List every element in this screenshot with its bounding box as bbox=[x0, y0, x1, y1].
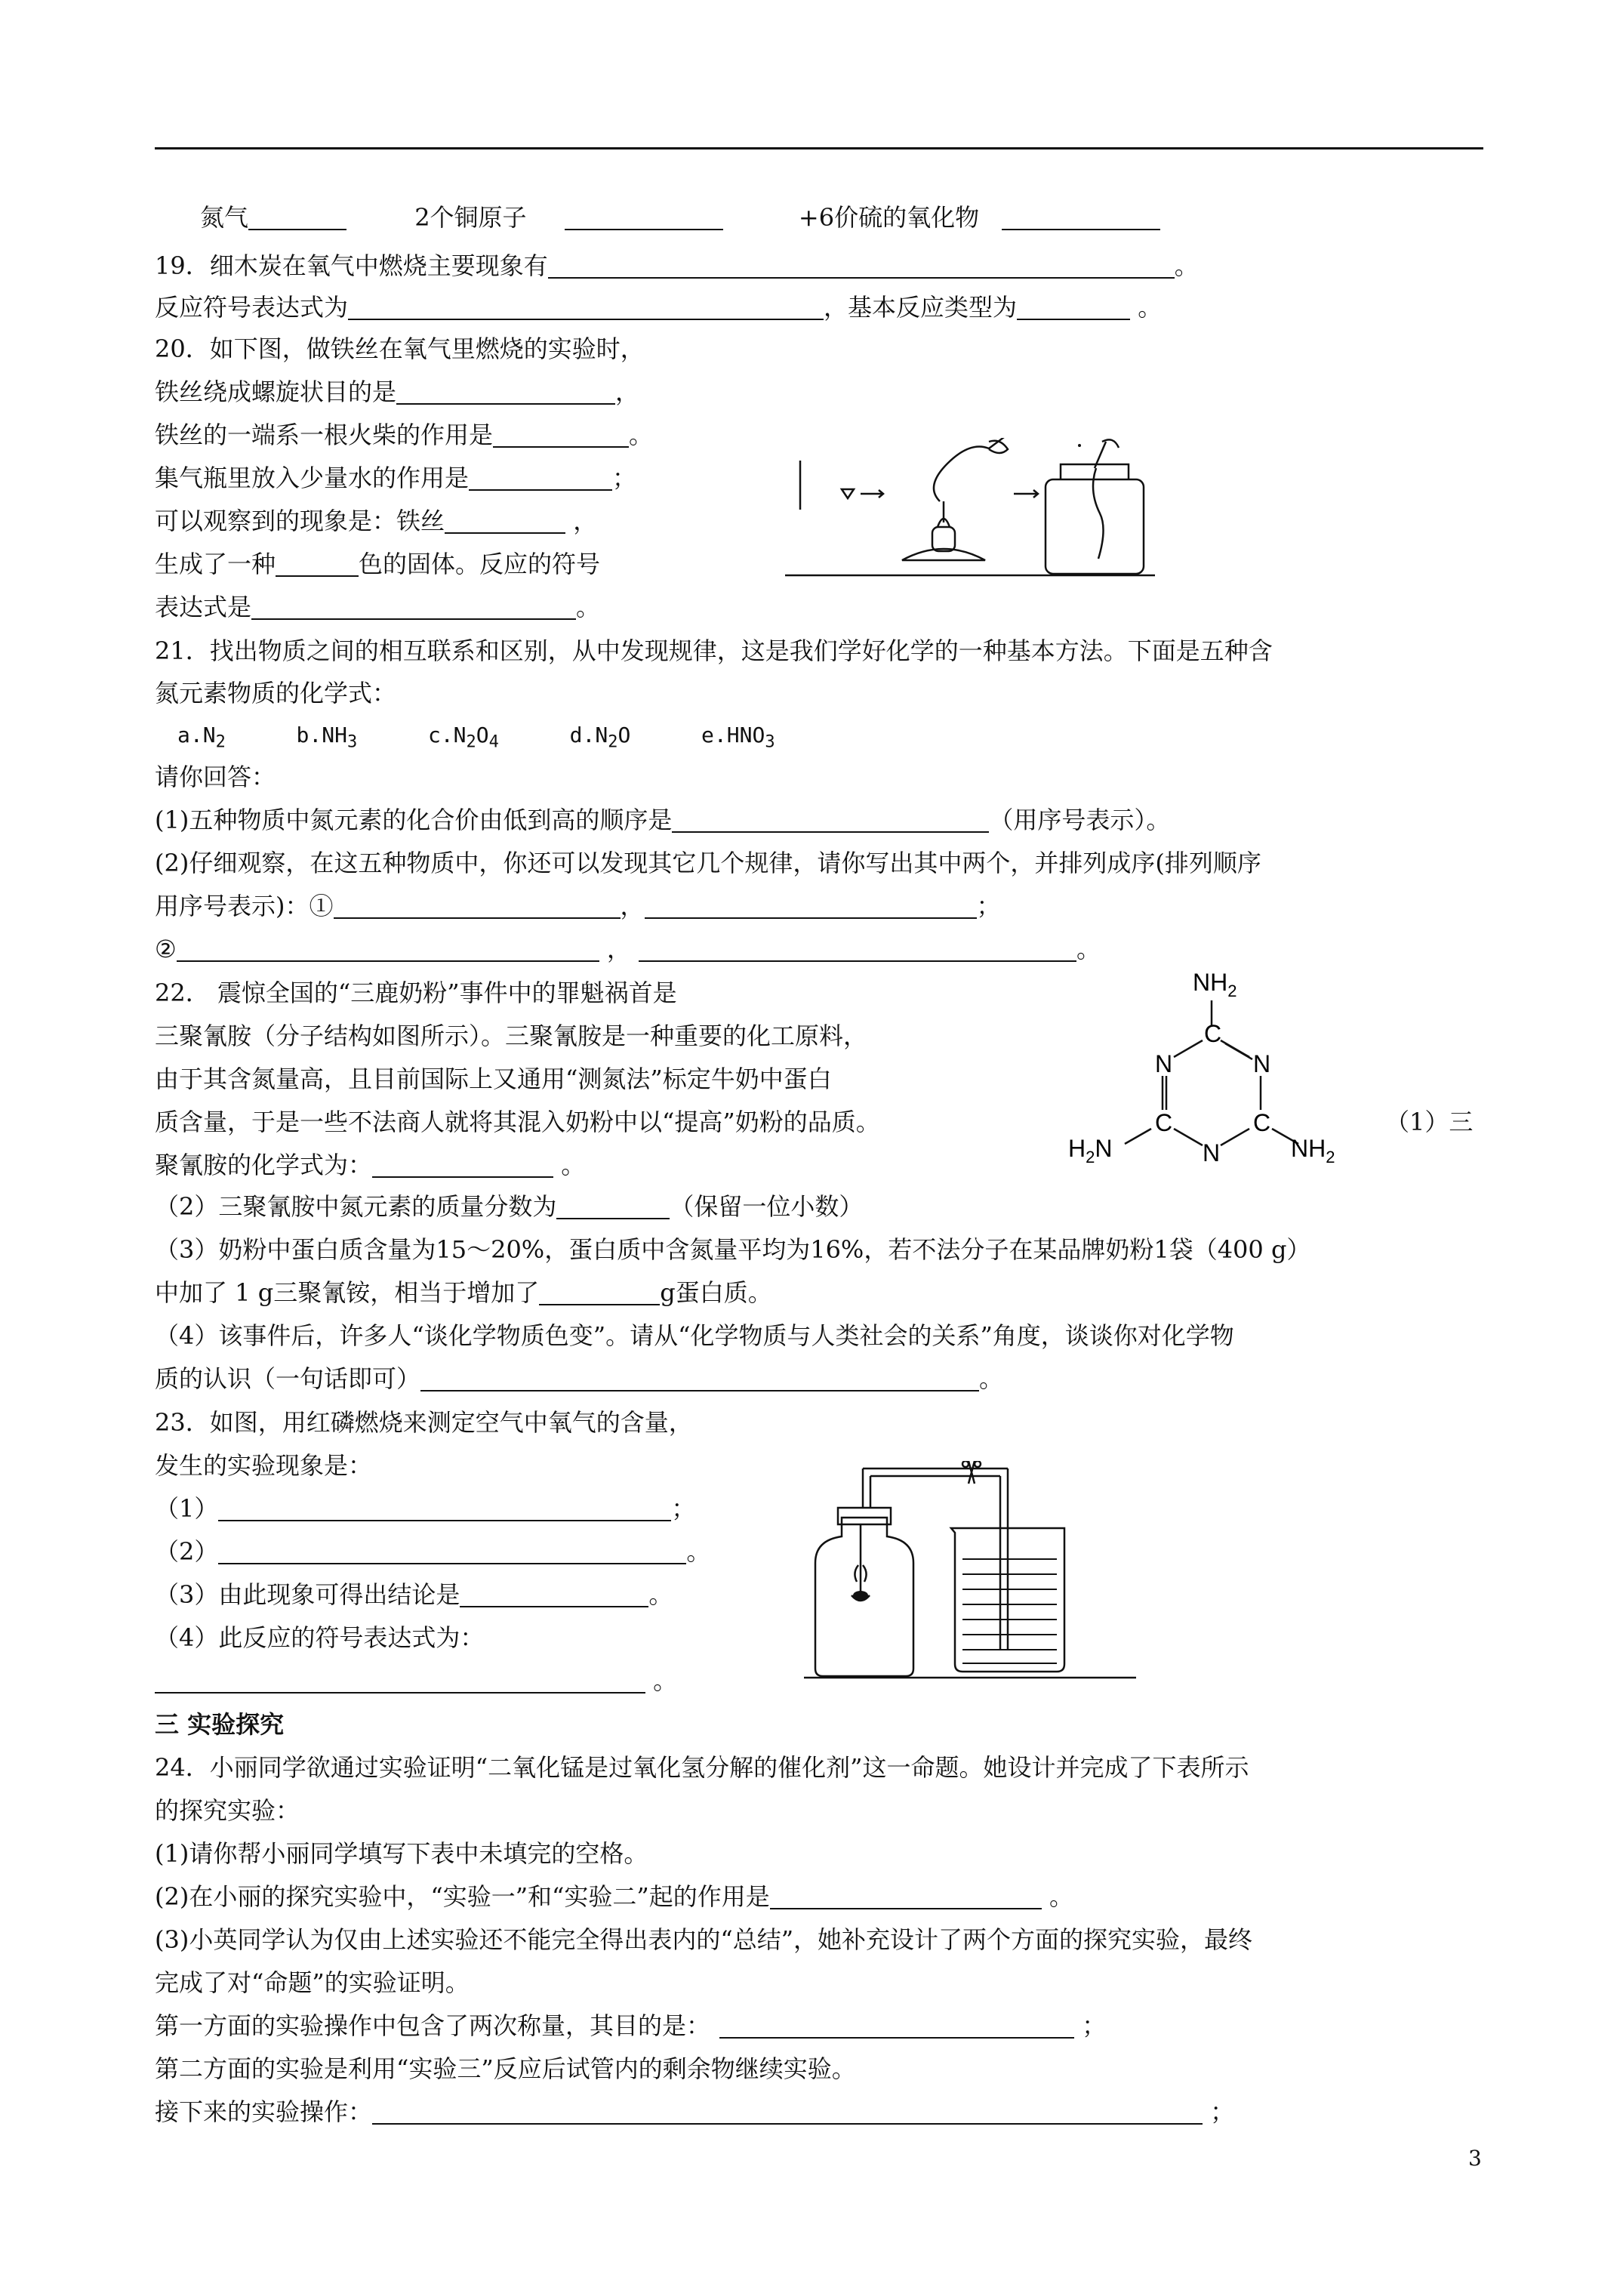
answer-blank[interactable] bbox=[1002, 203, 1160, 230]
q24-line8 bbox=[155, 2052, 856, 2085]
answer-blank[interactable] bbox=[372, 1151, 553, 1178]
text: 中加了 1 g三聚氰铵，相当于增加了 bbox=[155, 1278, 540, 1307]
answer-blank[interactable] bbox=[493, 421, 629, 448]
melamine-structure-figure bbox=[1068, 959, 1355, 1178]
question-text: 20．如下图，做铁丝在氧气里燃烧的实验时， bbox=[155, 334, 645, 363]
text: （用序号表示）。 bbox=[989, 806, 1171, 834]
q22-line4 bbox=[155, 1105, 880, 1139]
text: （保留一位小数） bbox=[670, 1192, 864, 1221]
punct: 。 bbox=[561, 1151, 586, 1179]
q23-line5 bbox=[155, 1578, 673, 1611]
punct: ， bbox=[615, 378, 640, 406]
formula-c: $c.N_2O_4$ bbox=[427, 723, 499, 752]
text: 接下来的实验操作： bbox=[155, 2097, 373, 2126]
text: (3)小英同学认为仅由上述实验还不能完全得出表内的“总结”，她补充设计了两个方面的探究实验，最终 bbox=[155, 1925, 1253, 1954]
q22-line9 bbox=[155, 1319, 1234, 1352]
text: 质的认识（一句话即可） bbox=[155, 1364, 421, 1393]
text: 铁丝绕成螺旋状目的是 bbox=[155, 378, 397, 406]
text: 2个铜原子 bbox=[414, 203, 527, 232]
label-c-right: C bbox=[1253, 1109, 1271, 1136]
text: 请你回答： bbox=[155, 763, 276, 791]
q21-formulas bbox=[177, 719, 775, 760]
punct: 。 bbox=[1076, 935, 1101, 963]
answer-blank[interactable] bbox=[556, 1192, 670, 1219]
text: ② bbox=[155, 935, 177, 963]
answer-blank[interactable] bbox=[334, 892, 621, 919]
answer-blank[interactable] bbox=[177, 935, 599, 962]
question-text: 23．如图，用红磷燃烧来测定空气中氧气的含量， bbox=[155, 1408, 693, 1437]
answer-blank[interactable] bbox=[539, 1278, 660, 1305]
text: （4）该事件后，许多人“谈化学物质色变”。请从“化学物质与人类社会的关系”角度，谈谈你对化学物 bbox=[155, 1321, 1234, 1350]
text: （3）奶粉中蛋白质含量为15～20%，蛋白质中含氮量平均为16%，若不法分子在某品牌奶粉1袋（400 g） bbox=[155, 1235, 1311, 1264]
text: （1）三 bbox=[1385, 1108, 1474, 1136]
text: g蛋白质。 bbox=[660, 1278, 772, 1307]
q18-line bbox=[200, 201, 1160, 234]
q22-line7 bbox=[155, 1233, 1310, 1266]
q20-line6 bbox=[155, 547, 600, 581]
punct: ， bbox=[606, 935, 631, 963]
q24-line5 bbox=[155, 1923, 1252, 1956]
answer-blank[interactable] bbox=[672, 806, 989, 833]
punct: ； bbox=[671, 1494, 696, 1523]
answer-blank[interactable] bbox=[548, 251, 1175, 279]
text: 由于其含氮量高，且目前国际上又通用“测氮法”标定牛奶中蛋白 bbox=[155, 1065, 832, 1093]
text: 三聚氰胺（分子结构如图所示）。三聚氰胺是一种重要的化工原料， bbox=[155, 1022, 868, 1050]
answer-blank[interactable] bbox=[469, 464, 612, 491]
q21-line6 bbox=[155, 889, 1001, 923]
text: 第二方面的实验是利用“实验三”反应后试管内的剩余物继续实验。 bbox=[155, 2054, 856, 2083]
text: ，基本反应类型为 bbox=[824, 293, 1018, 322]
q24-line6 bbox=[155, 1966, 470, 1999]
answer-blank[interactable] bbox=[348, 293, 824, 320]
q24-line9 bbox=[155, 2095, 1234, 2128]
answer-blank[interactable] bbox=[276, 550, 359, 577]
formula-b: $b.NH_3$ bbox=[296, 723, 358, 752]
q21-line1 bbox=[155, 634, 1273, 667]
question-text: 19．细木炭在氧气中燃烧主要现象有 bbox=[155, 251, 548, 280]
text: 第一方面的实验操作中包含了两次称量，其目的是： bbox=[155, 2011, 711, 2040]
text: (1)五种物质中氮元素的化合价由低到高的顺序是 bbox=[155, 806, 673, 834]
punct: ， bbox=[573, 507, 598, 535]
punct: ； bbox=[976, 892, 1001, 920]
answer-blank[interactable] bbox=[251, 593, 576, 620]
iron-wire-burning-figure bbox=[785, 438, 1155, 581]
answer-blank[interactable] bbox=[372, 2097, 1203, 2125]
punct: 。 bbox=[1138, 293, 1163, 322]
text: +6价硫的氧化物 bbox=[798, 203, 980, 232]
q23-line2 bbox=[155, 1449, 372, 1482]
text: 反应符号表达式为 bbox=[155, 293, 349, 322]
formula-a: $a.N_2$ bbox=[177, 723, 226, 752]
question-text: 22． 震惊全国的“三鹿奶粉”事件中的罪魁祸首是 bbox=[155, 978, 677, 1007]
formula-d: $d.N_2O$ bbox=[569, 723, 631, 752]
punct: ； bbox=[1210, 2097, 1235, 2126]
question-text: 24．小丽同学欲通过实验证明“二氧化锰是过氧化氢分解的催化剂”这一命题。她设计并完成了下表所示 bbox=[155, 1753, 1249, 1782]
q20-line5 bbox=[155, 504, 597, 538]
q19-line1 bbox=[155, 249, 1199, 282]
punct: 。 bbox=[1049, 1882, 1073, 1911]
q20-line1 bbox=[155, 332, 645, 365]
answer-blank[interactable] bbox=[719, 2011, 1074, 2039]
text: (2)在小丽的探究实验中，“实验一”和“实验二”起的作用是 bbox=[155, 1882, 770, 1911]
answer-blank[interactable] bbox=[460, 1580, 648, 1607]
answer-blank[interactable] bbox=[420, 1364, 979, 1391]
punct: 。 bbox=[653, 1666, 678, 1695]
q24-line2 bbox=[155, 1794, 300, 1827]
q22-line4-right bbox=[1385, 1105, 1473, 1139]
q22-line10 bbox=[155, 1362, 1003, 1395]
label-c-top: C bbox=[1204, 1020, 1222, 1047]
q22-line3 bbox=[155, 1062, 832, 1096]
text: (1)请你帮小丽同学填写下表中未填完的空格。 bbox=[155, 1839, 648, 1868]
punct: 。 bbox=[629, 421, 654, 449]
text: （4）此反应的符号表达式为： bbox=[155, 1623, 485, 1652]
text: （2） bbox=[155, 1537, 219, 1566]
text: 表达式是 bbox=[155, 593, 252, 621]
formula-e: $e.HNO_3$ bbox=[701, 723, 775, 752]
text: （3）由此现象可得出结论是 bbox=[155, 1580, 460, 1609]
answer-blank[interactable] bbox=[445, 507, 565, 534]
q22-line1 bbox=[155, 976, 677, 1009]
text: 铁丝的一端系一根火柴的作用是 bbox=[155, 421, 494, 449]
text: 氮元素物质的化学式： bbox=[155, 679, 397, 707]
punct: 。 bbox=[686, 1537, 711, 1566]
label-nh2-top: $NH_2$ bbox=[1193, 969, 1237, 1000]
q22-line2 bbox=[155, 1019, 867, 1052]
answer-blank[interactable] bbox=[218, 1494, 671, 1521]
red-phosphorus-apparatus-figure bbox=[804, 1461, 1136, 1687]
q21-line2 bbox=[155, 676, 396, 710]
q23-line4 bbox=[155, 1535, 710, 1568]
text: （2）三聚氰胺中氮元素的质量分数为 bbox=[155, 1192, 557, 1221]
q24-line4 bbox=[155, 1880, 1073, 1913]
text: （1） bbox=[155, 1494, 219, 1523]
section-heading bbox=[155, 1708, 284, 1741]
answer-blank[interactable] bbox=[248, 203, 346, 230]
q24-line3 bbox=[155, 1837, 648, 1870]
question-text: 21．找出物质之间的相互联系和区别，从中发现规律，这是我们学好化学的一种基本方法。下面是五种含 bbox=[155, 636, 1273, 665]
answer-blank[interactable] bbox=[645, 892, 977, 919]
text: 可以观察到的现象是：铁丝 bbox=[155, 507, 445, 535]
answer-blank[interactable] bbox=[770, 1882, 1042, 1909]
q19-line2 bbox=[155, 291, 1162, 324]
q23-line1 bbox=[155, 1406, 693, 1439]
punct: 。 bbox=[1174, 251, 1199, 280]
punct: ； bbox=[612, 464, 637, 492]
label-nh2-right: $NH_2$ bbox=[1291, 1135, 1335, 1166]
text: 聚氰胺的化学式为： bbox=[155, 1151, 373, 1179]
punct: 。 bbox=[576, 593, 601, 621]
label-n-right: N bbox=[1253, 1050, 1271, 1077]
text: 色的固体。反应的符号 bbox=[359, 550, 601, 578]
text: 完成了对“命题”的实验证明。 bbox=[155, 1968, 470, 1997]
page-number: 3 bbox=[1468, 2146, 1482, 2171]
q22-line5 bbox=[155, 1148, 585, 1182]
label-n-left: N bbox=[1155, 1050, 1173, 1077]
q20-line2 bbox=[155, 375, 639, 408]
answer-blank[interactable] bbox=[218, 1537, 686, 1564]
label-n-bottom: N bbox=[1203, 1139, 1221, 1166]
answer-blank[interactable] bbox=[1017, 293, 1130, 320]
text: 集气瓶里放入少量水的作用是 bbox=[155, 464, 470, 492]
answer-blank[interactable] bbox=[396, 378, 615, 405]
text: 发生的实验现象是： bbox=[155, 1451, 373, 1480]
punct: ， bbox=[620, 892, 645, 920]
q21-line7 bbox=[155, 932, 1101, 966]
q21-line3 bbox=[155, 760, 276, 794]
header-rule bbox=[155, 147, 1483, 149]
q20-line7 bbox=[155, 590, 600, 624]
text: 氮气 bbox=[200, 203, 249, 232]
text: 用序号表示)：① bbox=[155, 892, 334, 920]
q24-line7 bbox=[155, 2009, 1106, 2042]
q23-line7 bbox=[155, 1664, 677, 1697]
answer-blank[interactable] bbox=[155, 1666, 645, 1693]
q22-line8 bbox=[155, 1276, 772, 1309]
punct: 。 bbox=[979, 1364, 1004, 1393]
q24-line1 bbox=[155, 1751, 1249, 1784]
label-c-left: C bbox=[1155, 1109, 1173, 1136]
punct: ； bbox=[1082, 2011, 1107, 2040]
text: 的探究实验： bbox=[155, 1796, 300, 1825]
text: 三 实验探究 bbox=[155, 1710, 285, 1739]
q22-line6 bbox=[155, 1190, 863, 1223]
text: 质含量，于是一些不法商人就将其混入奶粉中以“提高”奶粉的品质。 bbox=[155, 1108, 880, 1136]
label-h2n-left: $H_2N$ bbox=[1068, 1135, 1113, 1166]
q23-line3 bbox=[155, 1492, 695, 1525]
text: (2)仔细观察，在这五种物质中，你还可以发现其它几个规律，请你写出其中两个，并排列成序(排列顺序 bbox=[155, 849, 1261, 877]
punct: 。 bbox=[648, 1580, 673, 1609]
q20-line3 bbox=[155, 418, 653, 451]
q21-line5 bbox=[155, 846, 1261, 880]
q21-line4 bbox=[155, 803, 1170, 837]
q23-line6 bbox=[155, 1621, 484, 1654]
q20-line4 bbox=[155, 461, 636, 495]
answer-blank[interactable] bbox=[565, 203, 723, 230]
answer-blank[interactable] bbox=[639, 935, 1076, 962]
text: 生成了一种 bbox=[155, 550, 276, 578]
